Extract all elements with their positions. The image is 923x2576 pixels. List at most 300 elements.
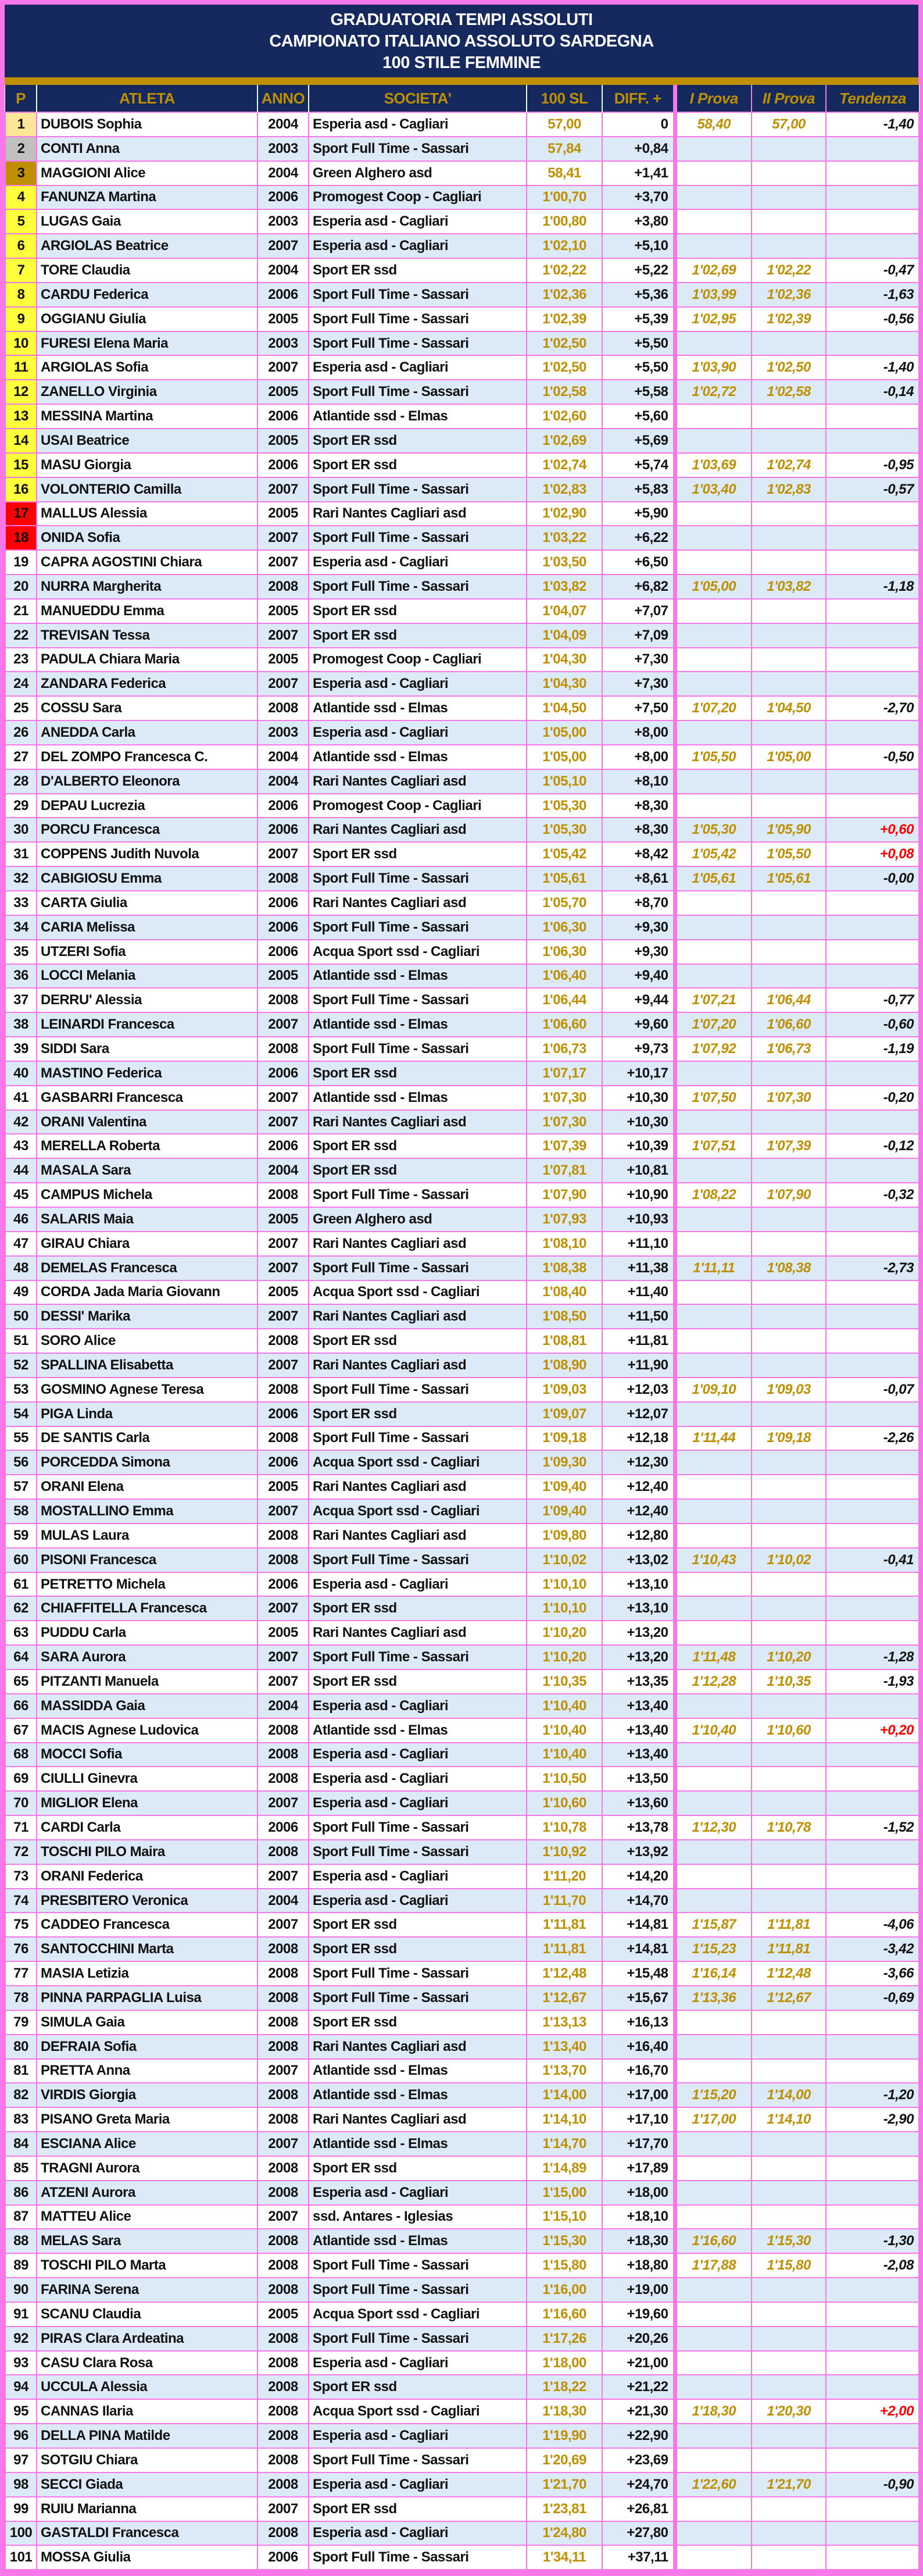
prova1-cell	[675, 1207, 752, 1232]
time-cell: 1'03,50	[527, 550, 602, 575]
prova2-cell: 1'02,36	[752, 283, 826, 307]
page-title: GRADUATORIA TEMPI ASSOLUTI	[330, 10, 593, 29]
time-cell: 1'02,69	[527, 429, 602, 453]
diff-cell: +5,90	[602, 502, 675, 526]
club-cell: Rari Nantes Cagliari asd	[309, 1304, 527, 1329]
prova2-cell	[752, 2132, 826, 2156]
year-cell: 2008	[257, 1743, 309, 1767]
prova2-cell: 1'07,90	[752, 1183, 826, 1207]
table-row	[5, 307, 919, 331]
athlete-cell: CIULLI Ginevra	[37, 1767, 257, 1791]
table-row	[5, 2302, 919, 2327]
position-cell: 39	[5, 1037, 37, 1061]
prova2-cell: 1'20,30	[752, 2399, 826, 2424]
time-cell: 1'00,70	[527, 185, 602, 210]
subtitle-championship: CAMPIONATO ITALIANO ASSOLUTO SARDEGNA	[269, 32, 654, 51]
diff-cell: +7,07	[602, 599, 675, 623]
table-row	[5, 1791, 919, 1815]
club-cell: Rari Nantes Cagliari asd	[309, 2107, 527, 2132]
club-cell: Sport Full Time - Sassari	[309, 2253, 527, 2278]
trend-cell	[826, 161, 919, 185]
trend-cell	[826, 1061, 919, 1086]
prova1-cell	[675, 1572, 752, 1597]
diff-cell: +10,90	[602, 1183, 675, 1207]
position-cell: 81	[5, 2059, 37, 2083]
position-cell: 69	[5, 1767, 37, 1791]
diff-cell: +10,39	[602, 1134, 675, 1158]
athlete-cell: SPALLINA Elisabetta	[37, 1353, 257, 1378]
trend-cell	[826, 2059, 919, 2083]
time-cell: 1'06,44	[527, 988, 602, 1012]
club-cell: Rari Nantes Cagliari asd	[309, 891, 527, 915]
year-cell: 2008	[257, 2156, 309, 2181]
time-cell: 1'07,90	[527, 1183, 602, 1207]
year-cell: 2004	[257, 112, 309, 137]
prova1-cell: 1'07,92	[675, 1037, 752, 1061]
diff-cell: +17,70	[602, 2132, 675, 2156]
prova1-cell	[675, 672, 752, 696]
club-cell: Sport Full Time - Sassari	[309, 380, 527, 404]
title-block	[5, 5, 918, 77]
prova1-cell	[675, 2448, 752, 2472]
trend-cell: -0,32	[826, 1183, 919, 1207]
athlete-cell: MOSSA Giulia	[37, 2545, 257, 2570]
athlete-cell: CASU Clara Rosa	[37, 2351, 257, 2375]
time-cell: 1'14,00	[527, 2083, 602, 2107]
year-cell: 2008	[257, 2253, 309, 2278]
position-cell: 59	[5, 1524, 37, 1548]
prova2-cell	[752, 2156, 826, 2181]
table-row	[5, 745, 919, 769]
time-cell: 1'08,81	[527, 1329, 602, 1353]
position-cell: 12	[5, 380, 37, 404]
prova1-cell	[675, 1767, 752, 1791]
table-row	[5, 502, 919, 526]
position-cell: 63	[5, 1621, 37, 1645]
athlete-cell: FARINA Serena	[37, 2278, 257, 2302]
table-row	[5, 2472, 919, 2497]
position-cell: 94	[5, 2375, 37, 2399]
club-cell: Sport Full Time - Sassari	[309, 2545, 527, 2570]
year-cell: 2007	[257, 2497, 309, 2521]
time-cell: 1'04,50	[527, 696, 602, 720]
time-cell: 1'02,60	[527, 404, 602, 429]
prova2-cell	[752, 964, 826, 989]
table-row	[5, 550, 919, 575]
year-cell: 2008	[257, 2375, 309, 2399]
athlete-cell: PADULA Chiara Maria	[37, 648, 257, 672]
year-cell: 2007	[257, 1110, 309, 1134]
trend-cell	[826, 623, 919, 648]
prova2-cell: 1'10,60	[752, 1718, 826, 1743]
trend-cell: -3,42	[826, 1937, 919, 1961]
prova2-cell	[752, 550, 826, 575]
club-cell: Sport Full Time - Sassari	[309, 1840, 527, 1864]
prova2-cell	[752, 429, 826, 453]
prova1-cell	[675, 1889, 752, 1913]
year-cell: 2008	[257, 1961, 309, 1986]
position-cell: 72	[5, 1840, 37, 1864]
prova1-cell	[675, 331, 752, 356]
trend-cell: -4,06	[826, 1913, 919, 1937]
year-cell: 2003	[257, 331, 309, 356]
trend-cell	[826, 502, 919, 526]
club-cell: Atlantide ssd - Elmas	[309, 2083, 527, 2107]
gold-divider	[5, 77, 918, 85]
year-cell: 2008	[257, 2181, 309, 2205]
prova2-cell: 1'06,60	[752, 1012, 826, 1037]
position-cell: 10	[5, 331, 37, 356]
year-cell: 2004	[257, 161, 309, 185]
prova2-cell: 1'08,38	[752, 1256, 826, 1280]
position-cell: 16	[5, 477, 37, 502]
diff-cell: +1,41	[602, 161, 675, 185]
time-cell: 1'02,74	[527, 453, 602, 477]
diff-cell: +7,30	[602, 672, 675, 696]
year-cell: 2006	[257, 404, 309, 429]
athlete-cell: TOSCHI PILO Marta	[37, 2253, 257, 2278]
table-row	[5, 1402, 919, 1426]
athlete-cell: CARTA Giulia	[37, 891, 257, 915]
prova1-cell	[675, 964, 752, 989]
time-cell: 1'11,81	[527, 1913, 602, 1937]
trend-cell: -1,18	[826, 575, 919, 599]
year-cell: 2006	[257, 1061, 309, 1086]
prova1-cell	[675, 2059, 752, 2083]
club-cell: Sport ER ssd	[309, 1158, 527, 1183]
year-cell: 2008	[257, 1986, 309, 2010]
prova1-cell: 1'05,50	[675, 745, 752, 769]
year-cell: 2008	[257, 2035, 309, 2059]
athlete-cell: SALARIS Maia	[37, 1207, 257, 1232]
athlete-cell: TRAGNI Aurora	[37, 2156, 257, 2181]
club-cell: Promogest Coop - Cagliari	[309, 648, 527, 672]
club-cell: Sport Full Time - Sassari	[309, 526, 527, 550]
club-cell: Esperia asd - Cagliari	[309, 720, 527, 745]
club-cell: Sport Full Time - Sassari	[309, 2278, 527, 2302]
year-cell: 2007	[257, 526, 309, 550]
time-cell: 1'10,02	[527, 1548, 602, 1572]
diff-cell: +5,39	[602, 307, 675, 331]
year-cell: 2007	[257, 2059, 309, 2083]
time-cell: 1'23,81	[527, 2497, 602, 2521]
club-cell: Acqua Sport ssd - Cagliari	[309, 1499, 527, 1524]
prova2-cell: 1'14,10	[752, 2107, 826, 2132]
table-row	[5, 477, 919, 502]
table-row	[5, 1426, 919, 1451]
position-cell: 19	[5, 550, 37, 575]
trend-cell	[826, 526, 919, 550]
diff-cell: +7,50	[602, 696, 675, 720]
prova1-cell	[675, 891, 752, 915]
position-cell: 28	[5, 769, 37, 794]
table-row	[5, 1889, 919, 1913]
diff-cell: +14,20	[602, 1864, 675, 1889]
athlete-cell: GOSMINO Agnese Teresa	[37, 1378, 257, 1402]
diff-cell: +12,07	[602, 1402, 675, 1426]
table-row	[5, 1183, 919, 1207]
prova2-cell	[752, 648, 826, 672]
prova1-cell	[675, 599, 752, 623]
time-cell: 1'09,07	[527, 1402, 602, 1426]
club-cell: Atlantide ssd - Elmas	[309, 1012, 527, 1037]
position-cell: 44	[5, 1158, 37, 1183]
table-row	[5, 1353, 919, 1378]
position-cell: 54	[5, 1402, 37, 1426]
club-cell: Sport ER ssd	[309, 258, 527, 283]
time-cell: 1'02,58	[527, 380, 602, 404]
time-cell: 1'16,60	[527, 2302, 602, 2327]
prova1-cell	[675, 2521, 752, 2546]
year-cell: 2008	[257, 575, 309, 599]
prova1-cell	[675, 1110, 752, 1134]
prova2-cell: 1'21,70	[752, 2472, 826, 2497]
table-row	[5, 2448, 919, 2472]
table-row	[5, 526, 919, 550]
club-cell: Sport Full Time - Sassari	[309, 1815, 527, 1840]
athlete-cell: PUDDU Carla	[37, 1621, 257, 1645]
position-cell: 18	[5, 526, 37, 550]
time-cell: 1'11,81	[527, 1937, 602, 1961]
year-cell: 2005	[257, 1280, 309, 1305]
table-row	[5, 2497, 919, 2521]
prova1-cell: 1'07,51	[675, 1134, 752, 1158]
table-row	[5, 575, 919, 599]
table-row	[5, 453, 919, 477]
prova2-cell	[752, 1402, 826, 1426]
prova2-cell: 1'11,81	[752, 1937, 826, 1961]
club-cell: Green Alghero asd	[309, 1207, 527, 1232]
prova2-cell	[752, 623, 826, 648]
time-cell: 1'10,40	[527, 1718, 602, 1743]
trend-cell	[826, 1499, 919, 1524]
time-cell: 1'34,11	[527, 2545, 602, 2570]
athlete-cell: UCCULA Alessia	[37, 2375, 257, 2399]
athlete-cell: MAGGIONI Alice	[37, 161, 257, 185]
year-cell: 2003	[257, 720, 309, 745]
time-cell: 1'09,30	[527, 1450, 602, 1475]
position-cell: 17	[5, 502, 37, 526]
table-row	[5, 2181, 919, 2205]
trend-cell: -2,26	[826, 1426, 919, 1451]
prova1-cell: 1'16,14	[675, 1961, 752, 1986]
time-cell: 1'09,03	[527, 1378, 602, 1402]
trend-cell: -0,57	[826, 477, 919, 502]
time-cell: 1'02,39	[527, 307, 602, 331]
time-cell: 1'02,83	[527, 477, 602, 502]
trend-cell	[826, 1694, 919, 1718]
time-cell: 1'02,50	[527, 331, 602, 356]
prova1-cell: 1'07,20	[675, 1012, 752, 1037]
club-cell: Rari Nantes Cagliari asd	[309, 1232, 527, 1256]
club-cell: Sport ER ssd	[309, 429, 527, 453]
position-cell: 33	[5, 891, 37, 915]
club-cell: Rari Nantes Cagliari asd	[309, 1524, 527, 1548]
prova2-cell: 1'02,39	[752, 307, 826, 331]
athlete-cell: VOLONTERIO Camilla	[37, 477, 257, 502]
prova1-cell	[675, 1353, 752, 1378]
year-cell: 2008	[257, 1329, 309, 1353]
diff-cell: +15,67	[602, 1986, 675, 2010]
time-cell: 1'10,78	[527, 1815, 602, 1840]
table-row	[5, 1378, 919, 1402]
time-cell: 1'08,10	[527, 1232, 602, 1256]
prova1-cell	[675, 1402, 752, 1426]
trend-cell: -0,12	[826, 1134, 919, 1158]
diff-cell: +13,60	[602, 1791, 675, 1815]
trend-cell: -0,20	[826, 1086, 919, 1110]
prova1-cell	[675, 185, 752, 210]
trend-cell	[826, 550, 919, 575]
club-cell: Sport Full Time - Sassari	[309, 988, 527, 1012]
diff-cell: +13,40	[602, 1718, 675, 1743]
club-cell: Rari Nantes Cagliari asd	[309, 502, 527, 526]
trend-cell	[826, 2010, 919, 2035]
club-cell: Sport ER ssd	[309, 2375, 527, 2399]
prova2-cell: 1'12,48	[752, 1961, 826, 1986]
club-cell: Sport Full Time - Sassari	[309, 2448, 527, 2472]
year-cell: 2006	[257, 940, 309, 964]
trend-cell	[826, 1207, 919, 1232]
year-cell: 2008	[257, 1548, 309, 1572]
diff-cell: +3,70	[602, 185, 675, 210]
athlete-cell: ESCIANA Alice	[37, 2132, 257, 2156]
trend-cell: -1,28	[826, 1645, 919, 1669]
club-cell: Esperia asd - Cagliari	[309, 1572, 527, 1597]
club-cell: Sport ER ssd	[309, 1937, 527, 1961]
table-row	[5, 2351, 919, 2375]
time-cell: 1'10,92	[527, 1840, 602, 1864]
position-cell: 5	[5, 209, 37, 234]
prova1-cell: 1'05,42	[675, 842, 752, 866]
table-row	[5, 2327, 919, 2351]
athlete-cell: DEFRAIA Sofia	[37, 2035, 257, 2059]
prova1-cell	[675, 1840, 752, 1864]
year-cell: 2008	[257, 1426, 309, 1451]
year-cell: 2005	[257, 1207, 309, 1232]
year-cell: 2007	[257, 1791, 309, 1815]
time-cell: 1'05,00	[527, 720, 602, 745]
year-cell: 2008	[257, 2472, 309, 2497]
trend-cell: -0,69	[826, 1986, 919, 2010]
trend-cell: -0,41	[826, 1548, 919, 1572]
athlete-cell: PISANO Greta Maria	[37, 2107, 257, 2132]
prova2-cell	[752, 672, 826, 696]
club-cell: Green Alghero asd	[309, 161, 527, 185]
year-cell: 2007	[257, 477, 309, 502]
table-row	[5, 1475, 919, 1499]
diff-cell: +8,30	[602, 794, 675, 818]
table-row	[5, 794, 919, 818]
trend-cell	[826, 1329, 919, 1353]
diff-cell: 0	[602, 112, 675, 137]
time-cell: 1'08,50	[527, 1304, 602, 1329]
prova1-cell: 1'03,40	[675, 477, 752, 502]
athlete-cell: CANNAS Ilaria	[37, 2399, 257, 2424]
prova1-cell	[675, 2278, 752, 2302]
prova2-cell	[752, 599, 826, 623]
prova2-cell: 1'02,22	[752, 258, 826, 283]
diff-cell: +10,17	[602, 1061, 675, 1086]
year-cell: 2008	[257, 2327, 309, 2351]
year-cell: 2006	[257, 915, 309, 940]
year-cell: 2007	[257, 672, 309, 696]
year-cell: 2007	[257, 1645, 309, 1669]
athlete-cell: TOSCHI PILO Maira	[37, 1840, 257, 1864]
trend-cell	[826, 1475, 919, 1499]
position-cell: 66	[5, 1694, 37, 1718]
diff-cell: +3,80	[602, 209, 675, 234]
trend-cell	[826, 1353, 919, 1378]
diff-cell: +21,22	[602, 2375, 675, 2399]
table-row	[5, 2424, 919, 2448]
year-cell: 2008	[257, 988, 309, 1012]
trend-cell	[826, 2424, 919, 2448]
year-cell: 2004	[257, 1158, 309, 1183]
club-cell: Esperia asd - Cagliari	[309, 234, 527, 258]
time-cell: 1'03,22	[527, 526, 602, 550]
diff-cell: +5,10	[602, 234, 675, 258]
position-cell: 67	[5, 1718, 37, 1743]
athlete-cell: ATZENI Aurora	[37, 2181, 257, 2205]
trend-cell	[826, 185, 919, 210]
prova2-cell	[752, 502, 826, 526]
position-cell: 26	[5, 720, 37, 745]
position-cell: 80	[5, 2035, 37, 2059]
prova1-cell: 1'22,60	[675, 2472, 752, 2497]
trend-cell	[826, 891, 919, 915]
year-cell: 2008	[257, 1840, 309, 1864]
table-row	[5, 1061, 919, 1086]
prova1-cell	[675, 1524, 752, 1548]
diff-cell: +11,10	[602, 1232, 675, 1256]
trend-cell: +0,60	[826, 818, 919, 842]
prova2-cell	[752, 404, 826, 429]
position-cell: 23	[5, 648, 37, 672]
year-cell: 2003	[257, 209, 309, 234]
prova2-cell: 1'15,30	[752, 2229, 826, 2253]
position-cell: 1	[5, 112, 37, 137]
club-cell: Esperia asd - Cagliari	[309, 2521, 527, 2546]
club-cell: Atlantide ssd - Elmas	[309, 1718, 527, 1743]
prova1-cell: 58,40	[675, 112, 752, 137]
table-row	[5, 1961, 919, 1986]
trend-cell	[826, 2327, 919, 2351]
prova2-cell: 1'02,50	[752, 355, 826, 380]
athlete-cell: SOTGIU Chiara	[37, 2448, 257, 2472]
table-row	[5, 2229, 919, 2253]
prova2-cell	[752, 1572, 826, 1597]
club-cell: Esperia asd - Cagliari	[309, 1864, 527, 1889]
trend-cell: -1,30	[826, 2229, 919, 2253]
diff-cell: +13,92	[602, 1840, 675, 1864]
table-row	[5, 866, 919, 891]
table-row	[5, 1037, 919, 1061]
athlete-cell: PRESBITERO Veronica	[37, 1889, 257, 1913]
year-cell: 2008	[257, 1037, 309, 1061]
athlete-cell: VIRDIS Giorgia	[37, 2083, 257, 2107]
diff-cell: +13,35	[602, 1669, 675, 1694]
year-cell: 2005	[257, 599, 309, 623]
diff-cell: +14,81	[602, 1937, 675, 1961]
club-cell: Esperia asd - Cagliari	[309, 112, 527, 137]
year-cell: 2007	[257, 1012, 309, 1037]
prova1-cell	[675, 1329, 752, 1353]
trend-cell	[826, 2035, 919, 2059]
position-cell: 21	[5, 599, 37, 623]
prova1-cell	[675, 526, 752, 550]
diff-cell: +6,22	[602, 526, 675, 550]
